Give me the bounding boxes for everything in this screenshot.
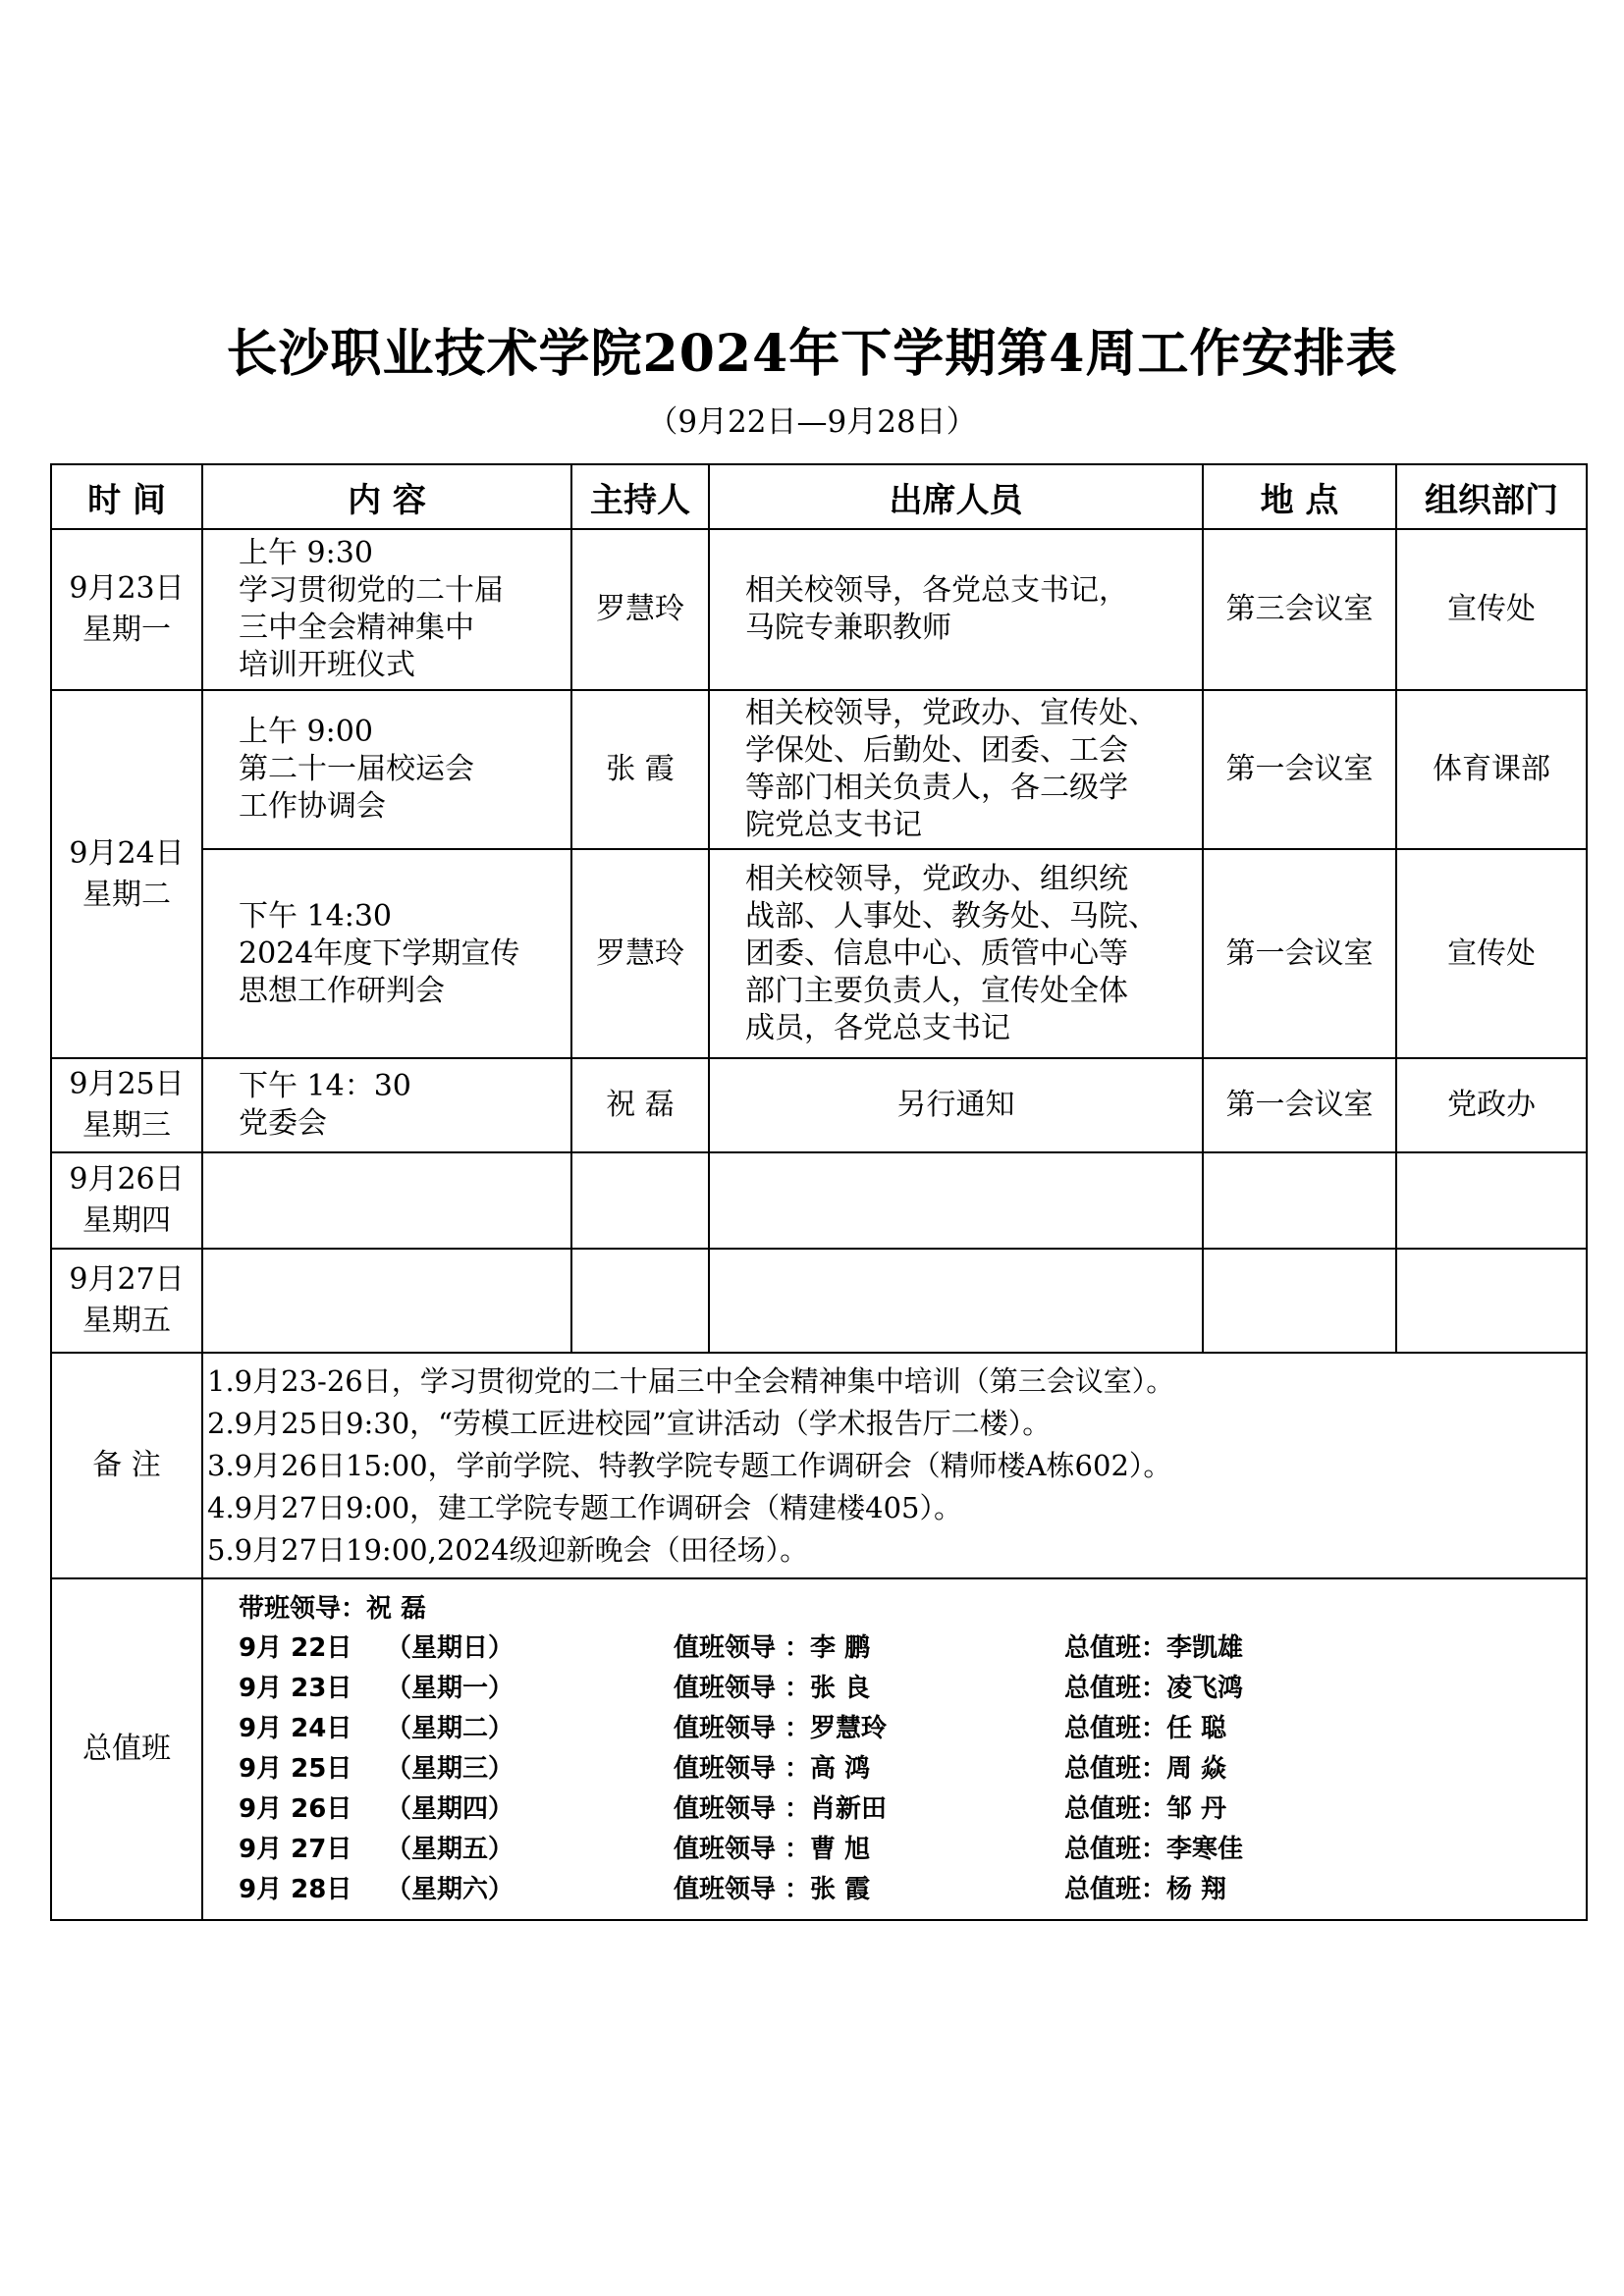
duty-label: 总值班: [51, 1578, 202, 1920]
duty-entry: [239, 1749, 1586, 1789]
duty-date: 9月 23日: [239, 1673, 352, 1703]
duty-row: [51, 1578, 1587, 1920]
content-line: 工作协调会: [239, 789, 386, 824]
empty-cell: [1203, 1152, 1396, 1249]
attendees-line: 马院专兼职教师: [745, 611, 951, 645]
event-organizer: 体育课部: [1396, 690, 1587, 849]
day-weekday: 星期四: [82, 1203, 171, 1238]
attendees-line: 相关校领导，党政办、宣传处、: [745, 696, 1158, 730]
duty-total: 总值班：李凯雄: [1064, 1632, 1244, 1663]
duty-weekday: （星期一）: [386, 1673, 514, 1703]
note-item: 4.9月27日9:00，建工学院专题工作调研会（精建楼405）。: [207, 1490, 962, 1524]
date-range-subtitle: （9月22日—9月28日）: [647, 404, 977, 440]
event-host: 张 霞: [571, 690, 709, 849]
duty-leader: 值班领导 ：肖新田: [674, 1793, 888, 1824]
header-content: 内 容: [202, 464, 571, 529]
event-content: [202, 1058, 571, 1152]
duty-entry: [239, 1830, 1586, 1870]
duty-date: 9月 22日: [239, 1632, 352, 1663]
duty-entry: [239, 1709, 1586, 1749]
content-line: 上午 9:30: [239, 536, 373, 570]
content-line: 下午 14:30: [239, 898, 392, 934]
content-line: 党委会: [239, 1106, 327, 1141]
event-host: 罗慧玲: [571, 529, 709, 690]
duty-leader: 值班领导 ：高 鸿: [674, 1753, 871, 1784]
duty-entry: [239, 1629, 1586, 1669]
attendees-line: 学保处、后勤处、团委、工会: [745, 733, 1128, 768]
duty-shift-leader: 带班领导：祝 磊: [239, 1593, 427, 1624]
duty-leader: 值班领导 ：张 良: [674, 1673, 871, 1703]
attendees-line: 部门主要负责人，宣传处全体: [745, 973, 1128, 1008]
table-row: [51, 1152, 1587, 1249]
duty-date: 9月 25日: [239, 1753, 352, 1784]
event-organizer: 宣传处: [1396, 849, 1587, 1058]
day-date: 9月24日: [69, 835, 185, 871]
duty-date: 9月 28日: [239, 1874, 352, 1904]
duty-date: 9月 27日: [239, 1834, 352, 1864]
duty-total: 总值班：周 焱: [1064, 1753, 1227, 1784]
event-attendees: 另行通知: [709, 1058, 1203, 1152]
duty-total: 总值班：李寒佳: [1064, 1834, 1244, 1864]
schedule-table: [50, 463, 1588, 1921]
empty-cell: [1396, 1152, 1587, 1249]
duty-entry: [239, 1870, 1586, 1910]
table-row: [51, 849, 1587, 1058]
content-line: 下午 14：30: [239, 1069, 411, 1103]
table-row: [51, 529, 1587, 690]
empty-cell: [202, 1152, 571, 1249]
event-attendees: [709, 529, 1203, 690]
content-line: 培训开班仪式: [239, 648, 415, 682]
day-weekday: 星期五: [82, 1304, 171, 1338]
header-attendees: 出席人员: [709, 464, 1203, 529]
duty-leader: 值班领导 ：李 鹏: [674, 1632, 871, 1663]
event-location: 第一会议室: [1203, 1058, 1396, 1152]
event-location: 第一会议室: [1203, 690, 1396, 849]
header-time: 时 间: [51, 464, 202, 529]
table-row: [51, 690, 1587, 849]
day-date: 9月23日: [69, 571, 185, 606]
content-line: 学习贯彻党的二十届: [239, 573, 504, 608]
empty-cell: [202, 1249, 571, 1353]
attendees-line: 相关校领导，各党总支书记，: [745, 573, 1128, 608]
duty-total: 总值班：凌飞鸿: [1064, 1673, 1244, 1703]
duty-weekday: （星期五）: [386, 1834, 514, 1864]
empty-cell: [571, 1152, 709, 1249]
event-content: [202, 849, 571, 1058]
event-content: [202, 690, 571, 849]
duty-total: 总值班：杨 翔: [1064, 1874, 1227, 1904]
header-host: 主持人: [571, 464, 709, 529]
day-date: 9月27日: [69, 1262, 185, 1297]
duty-weekday: （星期四）: [386, 1793, 514, 1824]
duty-entry: [239, 1789, 1586, 1830]
header-row: [51, 464, 1587, 529]
day-cell: [51, 1249, 202, 1353]
duty-leader: 值班领导 ：张 霞: [674, 1874, 871, 1904]
duty-date: 9月 26日: [239, 1793, 352, 1824]
note-item: 1.9月23-26日，学习贯彻党的二十届三中全会精神集中培训（第三会议室）。: [207, 1363, 1175, 1398]
event-attendees: [709, 849, 1203, 1058]
content-line: 三中全会精神集中: [239, 611, 474, 645]
page-title: 长沙职业技术学院2024年下学期第4周工作安排表: [226, 324, 1398, 384]
event-organizer: 宣传处: [1396, 529, 1587, 690]
note-item: 2.9月25日9:30，“劳模工匠进校园”宣讲活动（学术报告厅二楼）。: [207, 1406, 1052, 1440]
attendees-line: 相关校领导，党政办、组织统: [745, 861, 1128, 896]
empty-cell: [709, 1249, 1203, 1353]
empty-cell: [571, 1249, 709, 1353]
attendees-line: 成员，各党总支书记: [745, 1010, 1010, 1045]
duty-weekday: （星期六）: [386, 1874, 514, 1904]
attendees-line: 团委、信息中心、质管中心等: [745, 935, 1128, 971]
empty-cell: [709, 1152, 1203, 1249]
event-content: [202, 529, 571, 690]
duty-weekday: （星期二）: [386, 1713, 514, 1743]
event-host: 祝 磊: [571, 1058, 709, 1152]
day-weekday: 星期一: [82, 613, 171, 647]
day-date: 9月25日: [69, 1067, 185, 1101]
duty-roster: [202, 1578, 1587, 1920]
duty-weekday: （星期三）: [386, 1753, 514, 1784]
header-location: 地 点: [1203, 464, 1396, 529]
day-cell: [51, 529, 202, 690]
day-weekday: 星期二: [82, 877, 171, 912]
notes-row: [51, 1353, 1587, 1578]
day-cell: [51, 1058, 202, 1152]
note-item: 5.9月27日19:00,2024级迎新晚会（田径场）。: [207, 1532, 809, 1567]
notes-label: 备 注: [51, 1353, 202, 1578]
duty-total: 总值班：邹 丹: [1064, 1793, 1227, 1824]
header-organizer: 组织部门: [1396, 464, 1587, 529]
day-cell: [51, 690, 202, 1058]
table-row: [51, 1058, 1587, 1152]
attendees-line: 院党总支书记: [745, 808, 922, 842]
duty-leader: 值班领导 ：罗慧玲: [674, 1713, 888, 1743]
event-attendees: [709, 690, 1203, 849]
note-item: 3.9月26日15:00，学前学院、特教学院专题工作调研会（精师楼A栋602）。: [207, 1448, 1172, 1482]
day-date: 9月26日: [69, 1162, 185, 1197]
duty-date: 9月 24日: [239, 1713, 352, 1743]
day-cell: [51, 1152, 202, 1249]
content-line: 思想工作研判会: [239, 973, 445, 1008]
content-line: 上午 9:00: [239, 715, 373, 749]
duty-leader: 值班领导 ：曹 旭: [674, 1834, 871, 1864]
event-organizer: 党政办: [1396, 1058, 1587, 1152]
duty-total: 总值班：任 聪: [1064, 1713, 1227, 1743]
notes-list: [202, 1353, 1587, 1578]
empty-cell: [1203, 1249, 1396, 1353]
empty-cell: [1396, 1249, 1587, 1353]
day-weekday: 星期三: [82, 1108, 171, 1143]
table-row: [51, 1249, 1587, 1353]
content-line: 第二十一届校运会: [239, 752, 474, 786]
event-location: 第三会议室: [1203, 529, 1396, 690]
attendees-line: 战部、人事处、教务处、马院、: [745, 898, 1158, 934]
duty-weekday: （星期日）: [386, 1632, 514, 1663]
event-location: 第一会议室: [1203, 849, 1396, 1058]
event-host: 罗慧玲: [571, 849, 709, 1058]
attendees-line: 等部门相关负责人，各二级学: [745, 771, 1128, 805]
duty-entry: [239, 1669, 1586, 1709]
content-line: 2024年度下学期宣传: [239, 935, 520, 971]
